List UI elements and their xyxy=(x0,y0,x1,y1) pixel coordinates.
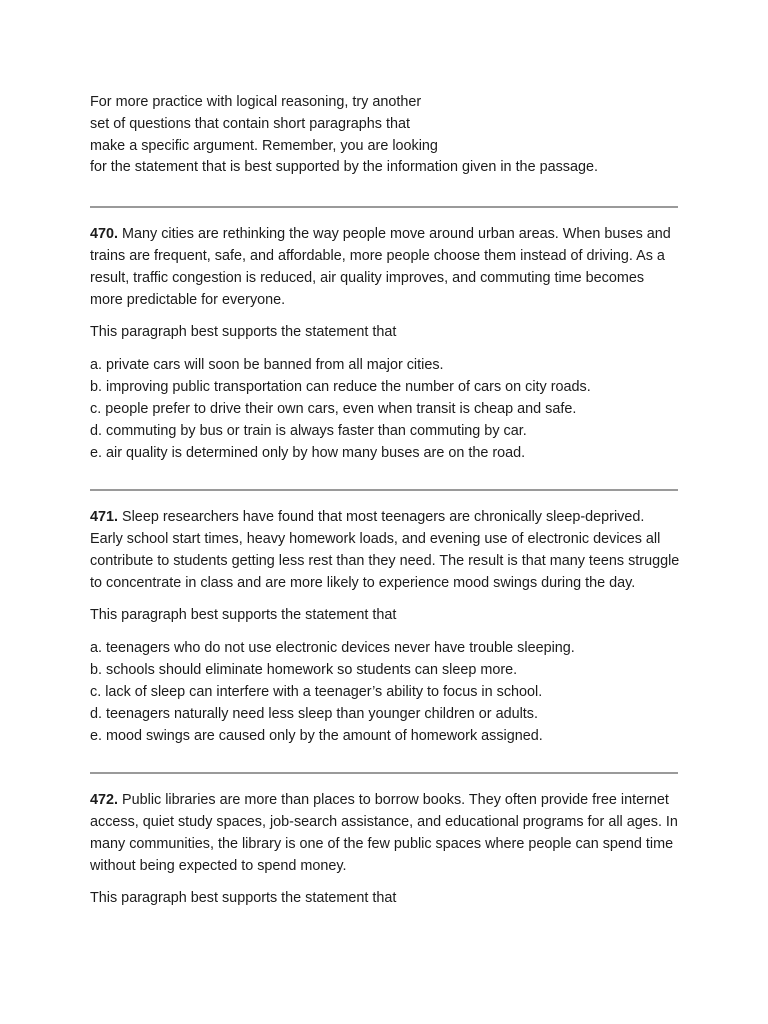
question-472 xyxy=(90,774,680,910)
answer-choice: b. schools should eliminate homework so students can sleep more. xyxy=(90,662,518,679)
answer-choice: e. mood swings are caused only by the amount of homework assigned. xyxy=(90,728,543,745)
question-470 xyxy=(90,208,680,464)
answer-choice: c. people prefer to drive their own cars, even when transit is cheap and safe. xyxy=(90,401,577,418)
intro-line: make a specific argument. Remember, you are looking xyxy=(90,137,438,154)
answer-choices xyxy=(90,637,680,747)
question-passage xyxy=(90,224,680,311)
passage-text: Sleep researchers have found that most teenagers are chronically sleep-deprived. Early school start times, heavy homework loads, and evening use of electronic devices all contribute to students getting less rest than they need. The result is that many teens struggle to concentrate in class and are more likely to experience mood swings during the day. xyxy=(90,509,680,591)
question-number: 470. xyxy=(90,226,119,243)
document-page xyxy=(90,92,680,910)
intro-line: set of questions that contain short paragraphs that xyxy=(90,115,410,132)
question-number: 472. xyxy=(90,792,119,809)
passage-text: Public libraries are more than places to borrow books. They often provide free internet access, quiet study spaces, job-search assistance, and educational programs for all ages. In many communities, the library is one of the few public spaces where people can spend time without being expected to spend money. xyxy=(90,792,678,874)
answer-choice: d. commuting by bus or train is always faster than commuting by car. xyxy=(90,423,527,440)
answer-choice: c. lack of sleep can interfere with a teenager’s ability to focus in school. xyxy=(90,684,543,701)
answer-choices xyxy=(90,354,680,464)
answer-choice: d. teenagers naturally need less sleep than younger children or adults. xyxy=(90,706,538,723)
intro-line: for the statement that is best supported by the information given in the passage. xyxy=(90,159,598,176)
answer-choice: a. teenagers who do not use electronic devices never have trouble sleeping. xyxy=(90,640,575,657)
question-passage xyxy=(90,507,680,594)
question-prompt: This paragraph best supports the statement that xyxy=(90,607,397,624)
question-number: 471. xyxy=(90,509,119,526)
answer-choice: a. private cars will soon be banned from all major cities. xyxy=(90,357,444,374)
question-prompt: This paragraph best supports the statement that xyxy=(90,890,397,907)
answer-choice: b. improving public transportation can reduce the number of cars on city roads. xyxy=(90,379,591,396)
intro-paragraph xyxy=(90,92,680,179)
question-prompt: This paragraph best supports the statement that xyxy=(90,324,397,341)
question-471 xyxy=(90,491,680,747)
answer-choice: e. air quality is determined only by how many buses are on the road. xyxy=(90,445,526,462)
passage-text: Many cities are rethinking the way people move around urban areas. When buses and trains are frequent, safe, and affordable, more people choose them instead of driving. As a result, traffic congestion is reduced, air quality improves, and commuting time becomes more predictable for everyone. xyxy=(90,226,671,308)
intro-line: For more practice with logical reasoning, try another xyxy=(90,94,422,110)
question-passage xyxy=(90,790,680,877)
